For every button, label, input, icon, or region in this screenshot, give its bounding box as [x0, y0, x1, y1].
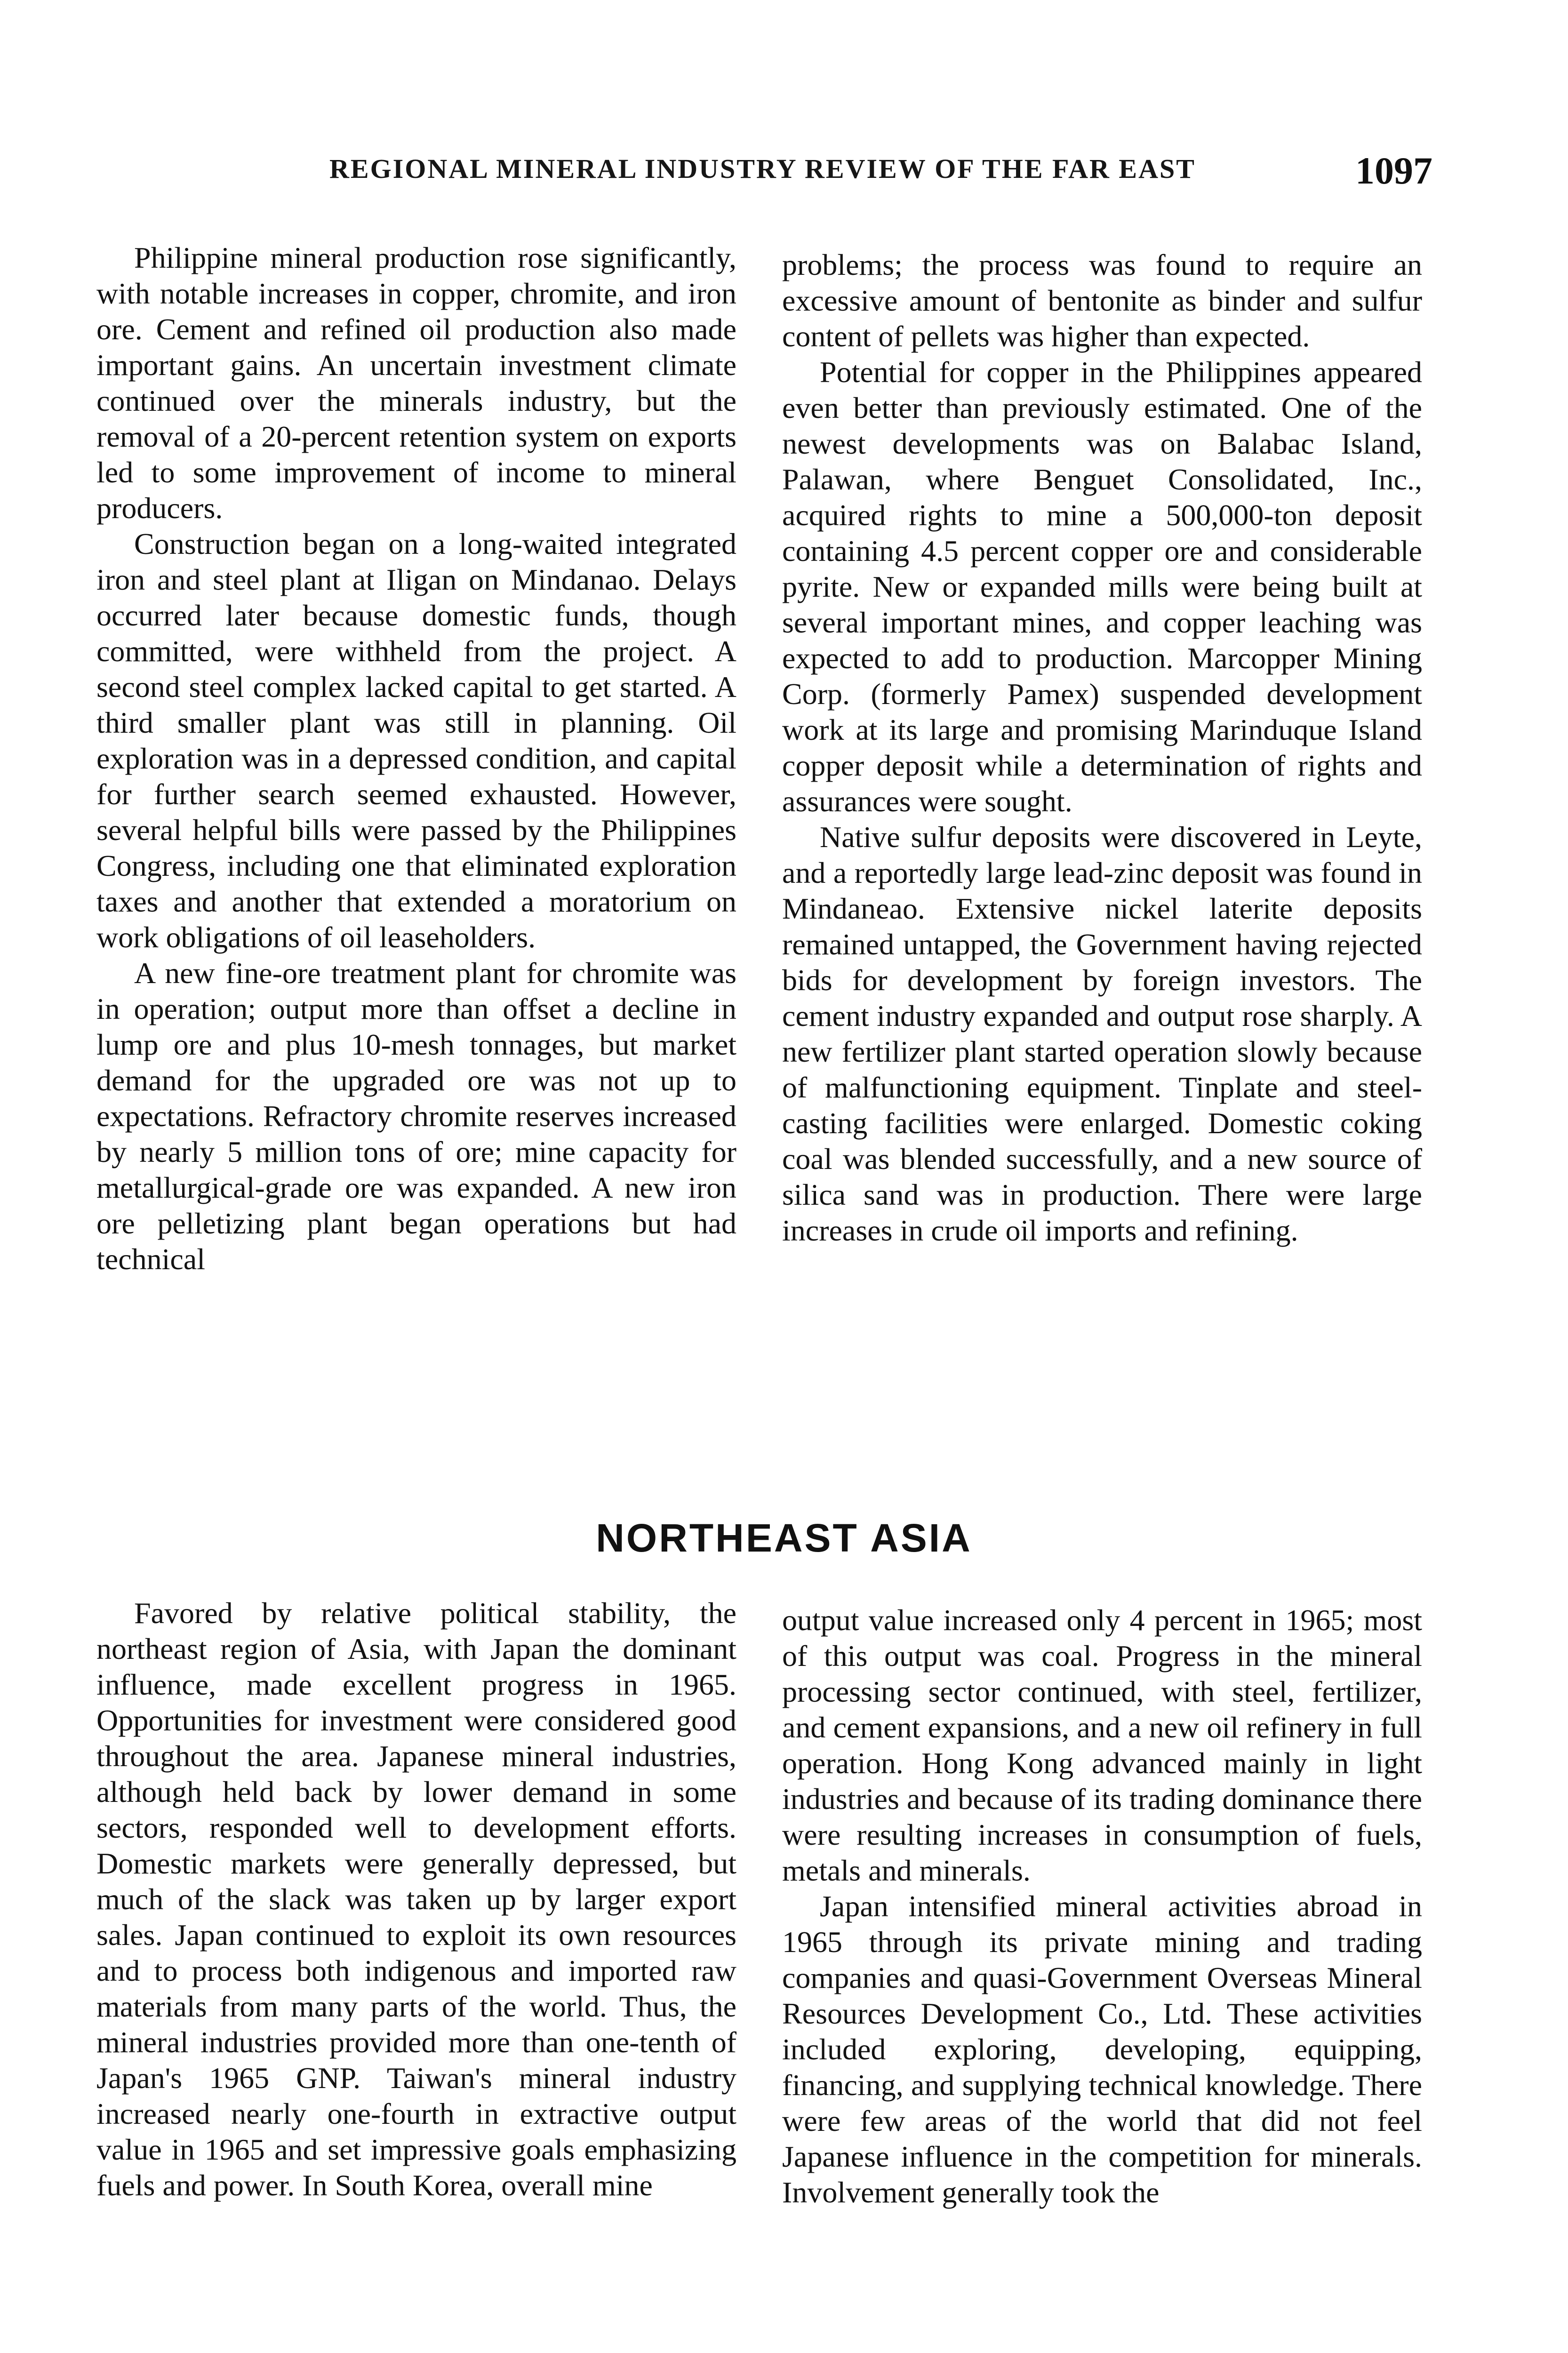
paragraph: Japan intensified mineral activities abroad in 1965 through its private mining and trading companies and quasi-Government Overseas Mineral Resources Development Co., Ltd. These activities included exploring, developing, equipping, financing, and supplying technical knowledge. There were few areas of the world that did not feel Japanese influence in the competition for minerals. Involvement generally took the: [782, 1889, 1422, 2209]
paragraph: Construction began on a long-waited integrated iron and steel plant at Iligan on Mindanao. Delays occurred later because domestic funds, though committed, were withheld from the project. A second steel complex lacked capital to get started. A third smaller plant was still in planning. Oil exploration was in a depressed condition, and capital for further search seemed exhausted. However, several helpful bills were passed by the Philippines Congress, including one that eliminated exploration taxes and another that extended a moratorium on work obligations of oil leaseholders.: [96, 527, 736, 954]
top-right-column: [782, 247, 1422, 1249]
running-header: REGIONAL MINERAL INDUSTRY REVIEW OF THE FAR EAST: [329, 153, 1196, 184]
paragraph: Native sulfur deposits were discovered in Leyte, and a reportedly large lead-zinc deposit was found in Mindaneao. Extensive nickel laterite deposits remained untapped, the Government having rejected bids for development by foreign investors. The cement industry expanded and output rose sharply. A new fertilizer plant started operation slowly because of malfunctioning equipment. Tinplate and steel-casting facilities were enlarged. Domestic coking coal was blended successfully, and a new source of silica sand was in production. There were large increases in crude oil imports and refining.: [782, 820, 1422, 1247]
paragraph: Potential for copper in the Philippines appeared even better than previously estimated. One of the newest developments was on Balabac Island, Palawan, where Benguet Consolidated, Inc., acquired rights to mine a 500,000-ton deposit containing 4.5 percent copper ore and considerable pyrite. New or expanded mills were being built at several important mines, and copper leaching was expected to add to production. Marcopper Mining Corp. (formerly Pamex) suspended development work at its large and promising Marinduque Island copper deposit while a determination of rights and assurances were sought.: [782, 355, 1422, 818]
paragraph: Favored by relative political stability, the northeast region of Asia, with Japan the dominant influence, made excellent progress in 1965. Opportunities for investment were considered good throughout the area. Japanese mineral industries, although held back by lower demand in some sectors, responded well to development efforts. Domestic markets were generally depressed, but much of the slack was taken up by larger export sales. Japan continued to exploit its own resources and to process both indigenous and imported raw materials from many parts of the world. Thus, the mineral industries provided more than one-tenth of Japan's 1965 GNP. Taiwan's mineral industry increased nearly one-fourth in extractive output value in 1965 and set impressive goals emphasizing fuels and power. In South Korea, overall mine: [96, 1596, 736, 2202]
section-heading: NORTHEAST ASIA: [596, 1516, 972, 1560]
page-number: 1097: [1355, 149, 1432, 192]
paragraph: Philippine mineral production rose significantly, with notable increases in copper, chromite, and iron ore. Cement and refined oil production also made important gains. An uncertain investment climate continued over the minerals industry, but the removal of a 20-percent retention system on exports led to some improvement of income to mineral producers.: [96, 241, 736, 525]
paragraph-continued: output value increased only 4 percent in 1965; most of this output was coal. Progress in the mineral processing sector continued, with steel, fertilizer, and cement expansions, and a new oil refinery in full operation. Hong Kong advanced mainly in light industries and because of its trading dominance there were resulting increases in consumption of fuels, metals and minerals.: [782, 1603, 1422, 1887]
top-left-column: [96, 240, 736, 1277]
paragraph: A new fine-ore treatment plant for chromite was in operation; output more than offset a decline in lump ore and plus 10-mesh tonnages, but market demand for the upgraded ore was not up to expectations. Refractory chromite reserves increased by nearly 5 million tons of ore; mine capacity for metallurgical-grade ore was expanded. A new iron ore pelletizing plant began operations but had technical: [96, 956, 736, 1276]
bottom-right-column: [782, 1602, 1422, 2210]
bottom-left-column: [96, 1595, 736, 2203]
paragraph-continued: problems; the process was found to require an excessive amount of bentonite as binder and sulfur content of pellets was higher than expected.: [782, 248, 1422, 353]
